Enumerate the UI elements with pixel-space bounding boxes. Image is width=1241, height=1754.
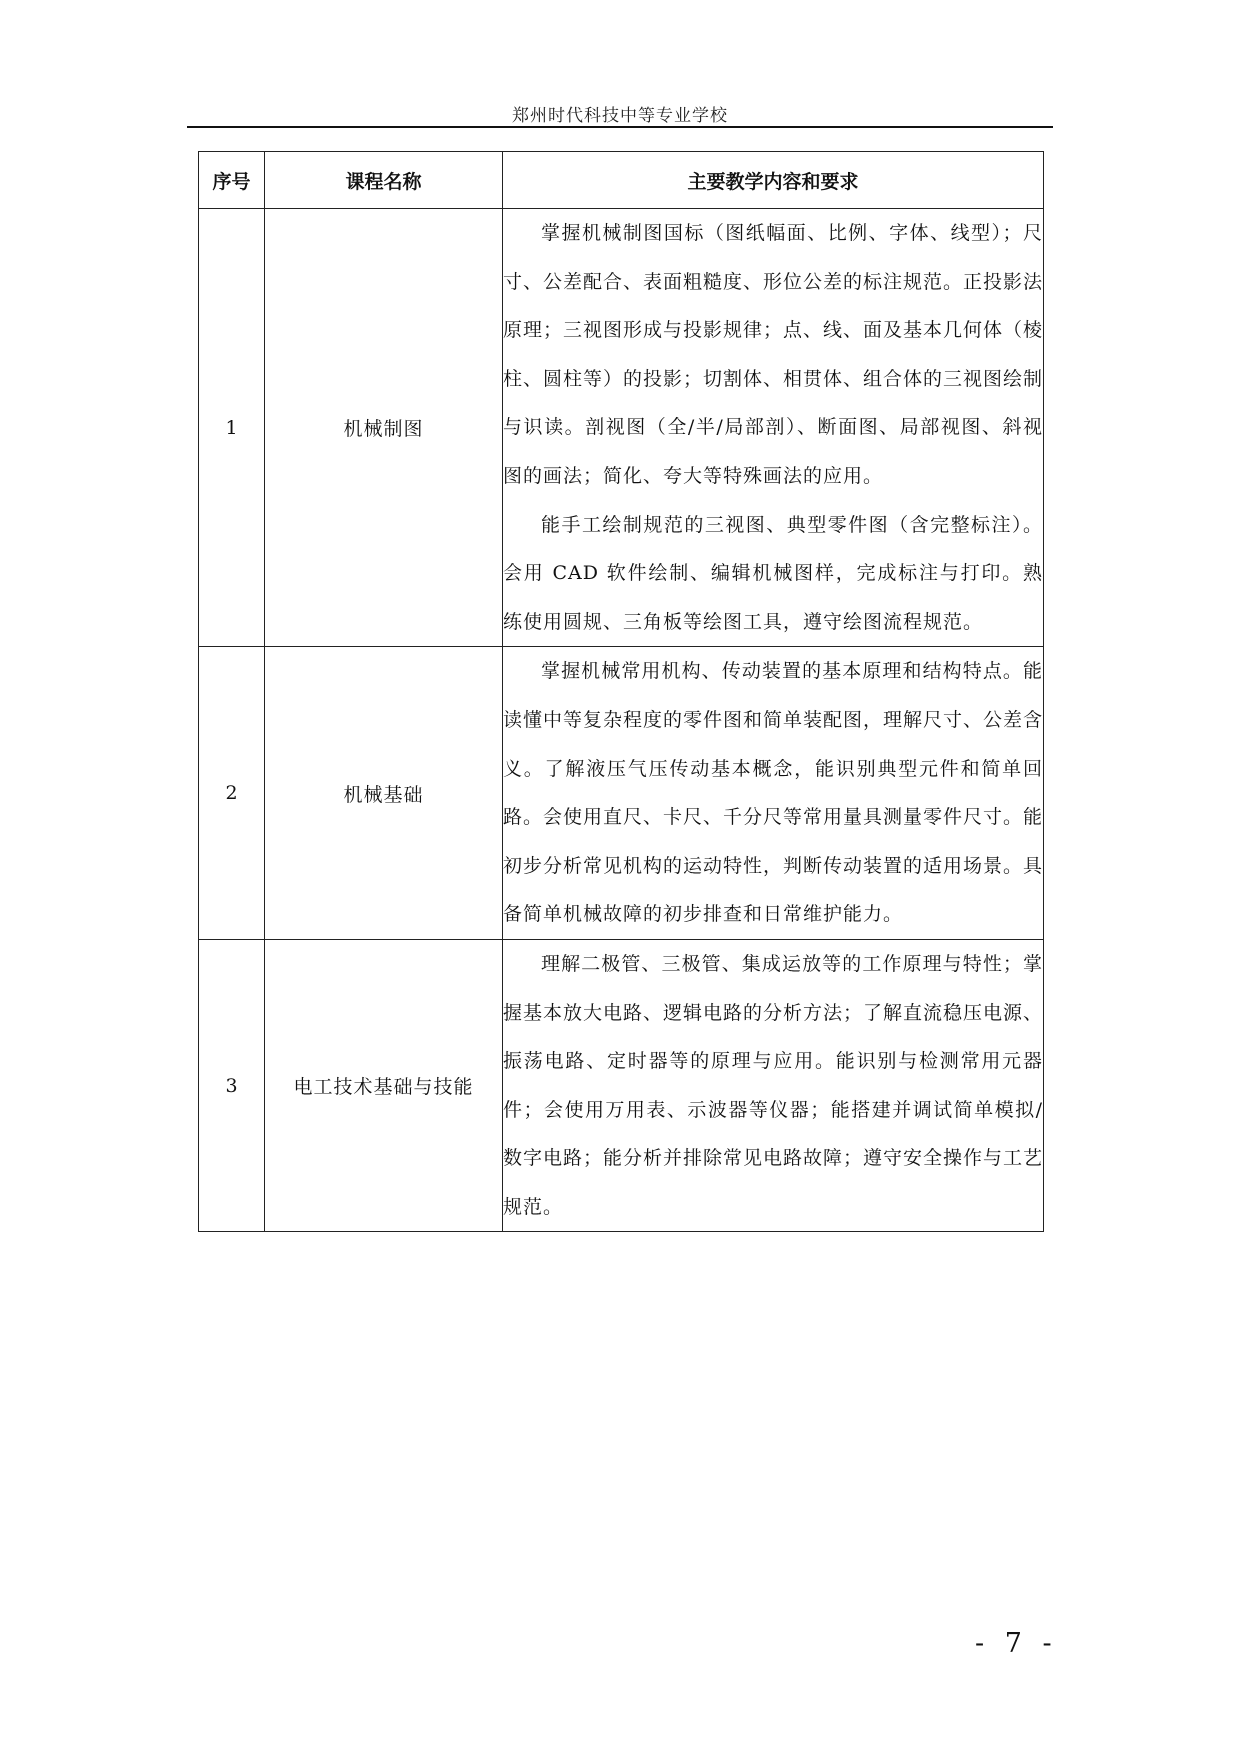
course-name: 机械基础	[265, 647, 503, 940]
content-paragraph: 理解二极管、三极管、集成运放等的工作原理与特性；掌握基本放大电路、逻辑电路的分析方法；了解直流稳压电源、振荡电路、定时器等的原理与应用。能识别与检测常用元器件；会使用万用表、示波器等仪器；能搭建并调试简单模拟/数字电路；能分析并排除常见电路故障；遵守安全操作与工艺规范。	[503, 952, 1044, 1218]
column-header-course-name: 课程名称	[265, 152, 503, 209]
course-content	[503, 939, 1044, 1232]
content-paragraph: 掌握机械制图国标（图纸幅面、比例、字体、线型）；尺寸、公差配合、表面粗糙度、形位公差的标注规范。正投影法原理；三视图形成与投影规律；点、线、面及基本几何体（棱柱、圆柱等）的投影；切割体、相贯体、组合体的三视图绘制与识读。剖视图（全/半/局部剖）、断面图、局部视图、斜视图的画法；简化、夸大等特殊画法的应用。	[503, 222, 1044, 487]
row-number: 3	[199, 939, 265, 1232]
row-number: 2	[199, 647, 265, 940]
course-name: 电工技术基础与技能	[265, 939, 503, 1232]
table-row	[199, 647, 1044, 940]
course-content	[503, 647, 1044, 940]
table-row	[199, 939, 1044, 1232]
header-divider	[187, 126, 1053, 128]
table-header-row	[199, 152, 1044, 209]
course-table	[198, 151, 1044, 1232]
course-name: 机械制图	[265, 209, 503, 647]
page-header-title: 郑州时代科技中等专业学校	[512, 106, 728, 126]
row-number: 1	[199, 209, 265, 647]
page-number: - 7 -	[975, 1628, 1058, 1659]
course-content	[503, 209, 1044, 647]
column-header-number: 序号	[199, 152, 265, 209]
content-paragraph: 能手工绘制规范的三视图、典型零件图（含完整标注）。会用 CAD 软件绘制、编辑机械图样，完成标注与打印。熟练使用圆规、三角板等绘图工具，遵守绘图流程规范。	[503, 513, 1043, 633]
content-paragraph: 掌握机械常用机构、传动装置的基本原理和结构特点。能读懂中等复杂程度的零件图和简单装配图，理解尺寸、公差含义。了解液压气压传动基本概念，能识别典型元件和简单回路。会使用直尺、卡尺、千分尺等常用量具测量零件尺寸。能初步分析常见机构的运动特性，判断传动装置的适用场景。具备简单机械故障的初步排查和日常维护能力。	[503, 660, 1044, 926]
table-row	[199, 209, 1044, 647]
column-header-content: 主要教学内容和要求	[503, 152, 1044, 209]
